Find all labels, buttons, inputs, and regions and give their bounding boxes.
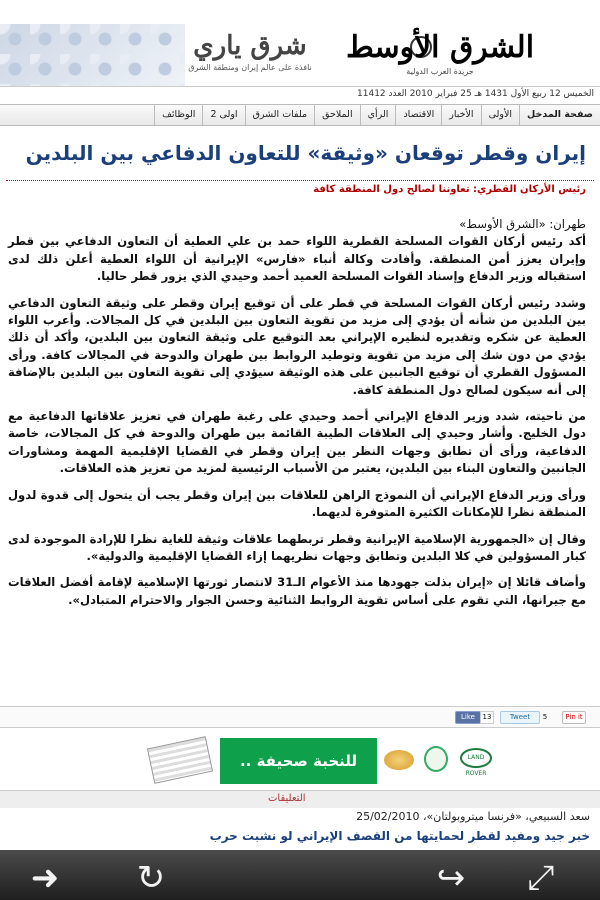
sharq-yari-logo[interactable] [180, 30, 320, 80]
article-paragraph: وقال إن «الجمهورية الإسلامية الإيرانية وقطر تربطهما علاقات وثيقة للغاية نظرا للإرادة الموجودة لدى كبار المسؤولين في كلا البلدين وتطابق وجهات نظريهما إزاء القضايا الإقليمية والدولية». [8, 531, 586, 563]
article-paragraph: وأضاف قائلا إن «إيران بذلت جهودها منذ الأعوام الـ31 لانتصار ثورتها الإسلامية لإقامة أفضل العلاقات مع جيرانها، التي تقوم على أساس تقوية الروابط الثنائية وحسن الجوار والاحترام المتبادل». [8, 575, 586, 607]
article-paragraph: من ناحيته، شدد وزير الدفاع الإيراني أحمد وحيدي على رغبة طهران في تعزيز علاقاتها الدفاعية مع دول الخليج. وأشار وحيدي إلى العلاقات الطيبة القائمة بين طهران والدوحة في كل المجالات، خاصة الدفاعية، ورأى أن تطابق وجهات النظر بين إيران وقطر في القضايا الإقليمية المهمة ومشاورات الجانبين والتعاون البناء بين البلدين، يعتبر من الأسباب الرئيسية لمزيد من تعزيز هذه العلاقات. [8, 409, 586, 476]
article-headline: إيران وقطر توقعان «وثيقة» للتعاون الدفاعي بين البلدين [25, 141, 586, 165]
sponsor-logo-gold[interactable] [384, 750, 414, 770]
nav-item-supplements[interactable]: الملاحق [314, 105, 360, 125]
sharq-yari-logo-text: شرق ياري [193, 31, 307, 61]
nav-item-jobs[interactable]: الوظائف [154, 105, 202, 125]
comment-meta: سعد السبيعي، «فرنسا ميتروبولتان»، 25/02/2010 [356, 810, 590, 823]
comment-text: خبر جيد ومفيد لقطر لحمايتها من القصف الإيراني لو نشبت حرب [209, 829, 590, 843]
fullscreen-icon[interactable]: ⤢ [527, 858, 555, 898]
sharq-yari-tagline: نافذة على عالم إيران ومنطقة الشرق [188, 63, 312, 72]
comments-title: التعليقات [268, 793, 306, 804]
back-arrow-icon[interactable]: ➜ [30, 858, 60, 898]
land-rover-logo[interactable]: LAND ROVER [460, 748, 492, 768]
nav-item-economy[interactable]: الاقتصاد [395, 105, 441, 125]
article-subhead: رئيس الأركان القطري: تعاوننا لصالح دول المنطقة كافة [313, 184, 586, 195]
tweet-button[interactable]: Tweet [500, 711, 540, 724]
divider [6, 180, 594, 181]
facebook-like-button[interactable]: Like [455, 711, 481, 724]
like-count: 13 [480, 711, 494, 724]
newspaper-ad-image[interactable] [147, 736, 213, 784]
article-body [8, 216, 586, 618]
reload-icon[interactable]: ↻ [136, 858, 166, 898]
sponsor-logo-green[interactable] [424, 746, 448, 772]
main-nav [0, 104, 600, 126]
share-icon[interactable]: ↪ [436, 858, 466, 898]
main-logo-text: الشرق الأوسط [345, 30, 535, 65]
article-paragraph: أكد رئيس أركان القوات المسلحة القطرية اللواء حمد بن علي العطية أن التعاون الدفاعي بين قطر وإيران يعزز أمن المنطقة. وأفادت وكالة أنباء «فارس» الإيرانية أن اللواء العطية أعلن ذلك لدى استقباله وزير الدفاع وإسناد القوات المسلحة العميد أحمد وحيدي الذي يزور قطر حاليا. [8, 234, 586, 284]
decorative-tile-pattern [0, 24, 185, 86]
nav-item-first-2[interactable]: اولى 2 [202, 105, 244, 125]
nav-item-files[interactable]: ملفات الشرق [245, 105, 315, 125]
comments-header [0, 790, 600, 808]
main-logo[interactable] [320, 30, 560, 80]
nav-item-home[interactable]: صفحة المدخل [519, 105, 600, 125]
share-bar [0, 706, 600, 728]
ads-row [0, 730, 600, 790]
date-row [0, 86, 600, 102]
pinterest-button[interactable]: Pin it [562, 711, 586, 724]
nav-item-first-page[interactable]: الأولى [481, 105, 519, 125]
browser-toolbar [0, 850, 600, 900]
issue-date: الخميس 12 ربيع الأول 1431 هـ 25 فبراير 2010 العدد 11412 [357, 89, 594, 99]
nav-item-opinion[interactable]: الرأي [360, 105, 396, 125]
article-paragraph: ورأى وزير الدفاع الإيراني أن النموذج الراهن للعلاقات بين إيران وقطر يجب أن يتحول إلى قدوة لدول المنطقة نظرا للإمكانات الكثيرة المتوفرة لديهما. [8, 487, 586, 520]
article-paragraph: وشدد رئيس أركان القوات المسلحة في قطر على أن توقيع إيران وقطر على وثيقة التعاون الدفاعي بين البلدين من شأنه أن يؤدي إلى مزيد من تقوية التعاون بين البلدين في كل المجالات. وأعرب اللواء العطية عن شكره وتقديره لنظيره الإيراني بعد التوقيع على وثيقة التعاون بين البلدين، وأكد أن ذلك يؤدي من دون شك إلى مزيد من تقوية وتوطيد الروابط بين طهران والدوحة في المجالات كافة. ورأى المسؤول القطري أن توقيع الجانبين على هذه الوثيقة سيؤدي إلى تقوية التعاون بين البلدين بالإضافة إلى أنه سيكون لصالح دول المنطقة كافة. [8, 295, 586, 397]
subscription-ad-banner[interactable]: للنخبة صحيفة .. [220, 738, 377, 784]
main-logo-tagline: جريدة العرب الدولية [406, 67, 474, 76]
nav-item-news[interactable]: الأخبار [441, 105, 480, 125]
article-dateline: طهران: «الشرق الأوسط» [459, 217, 586, 231]
tweet-count: 5 [542, 713, 548, 721]
site-header [0, 24, 600, 86]
article [0, 128, 600, 607]
